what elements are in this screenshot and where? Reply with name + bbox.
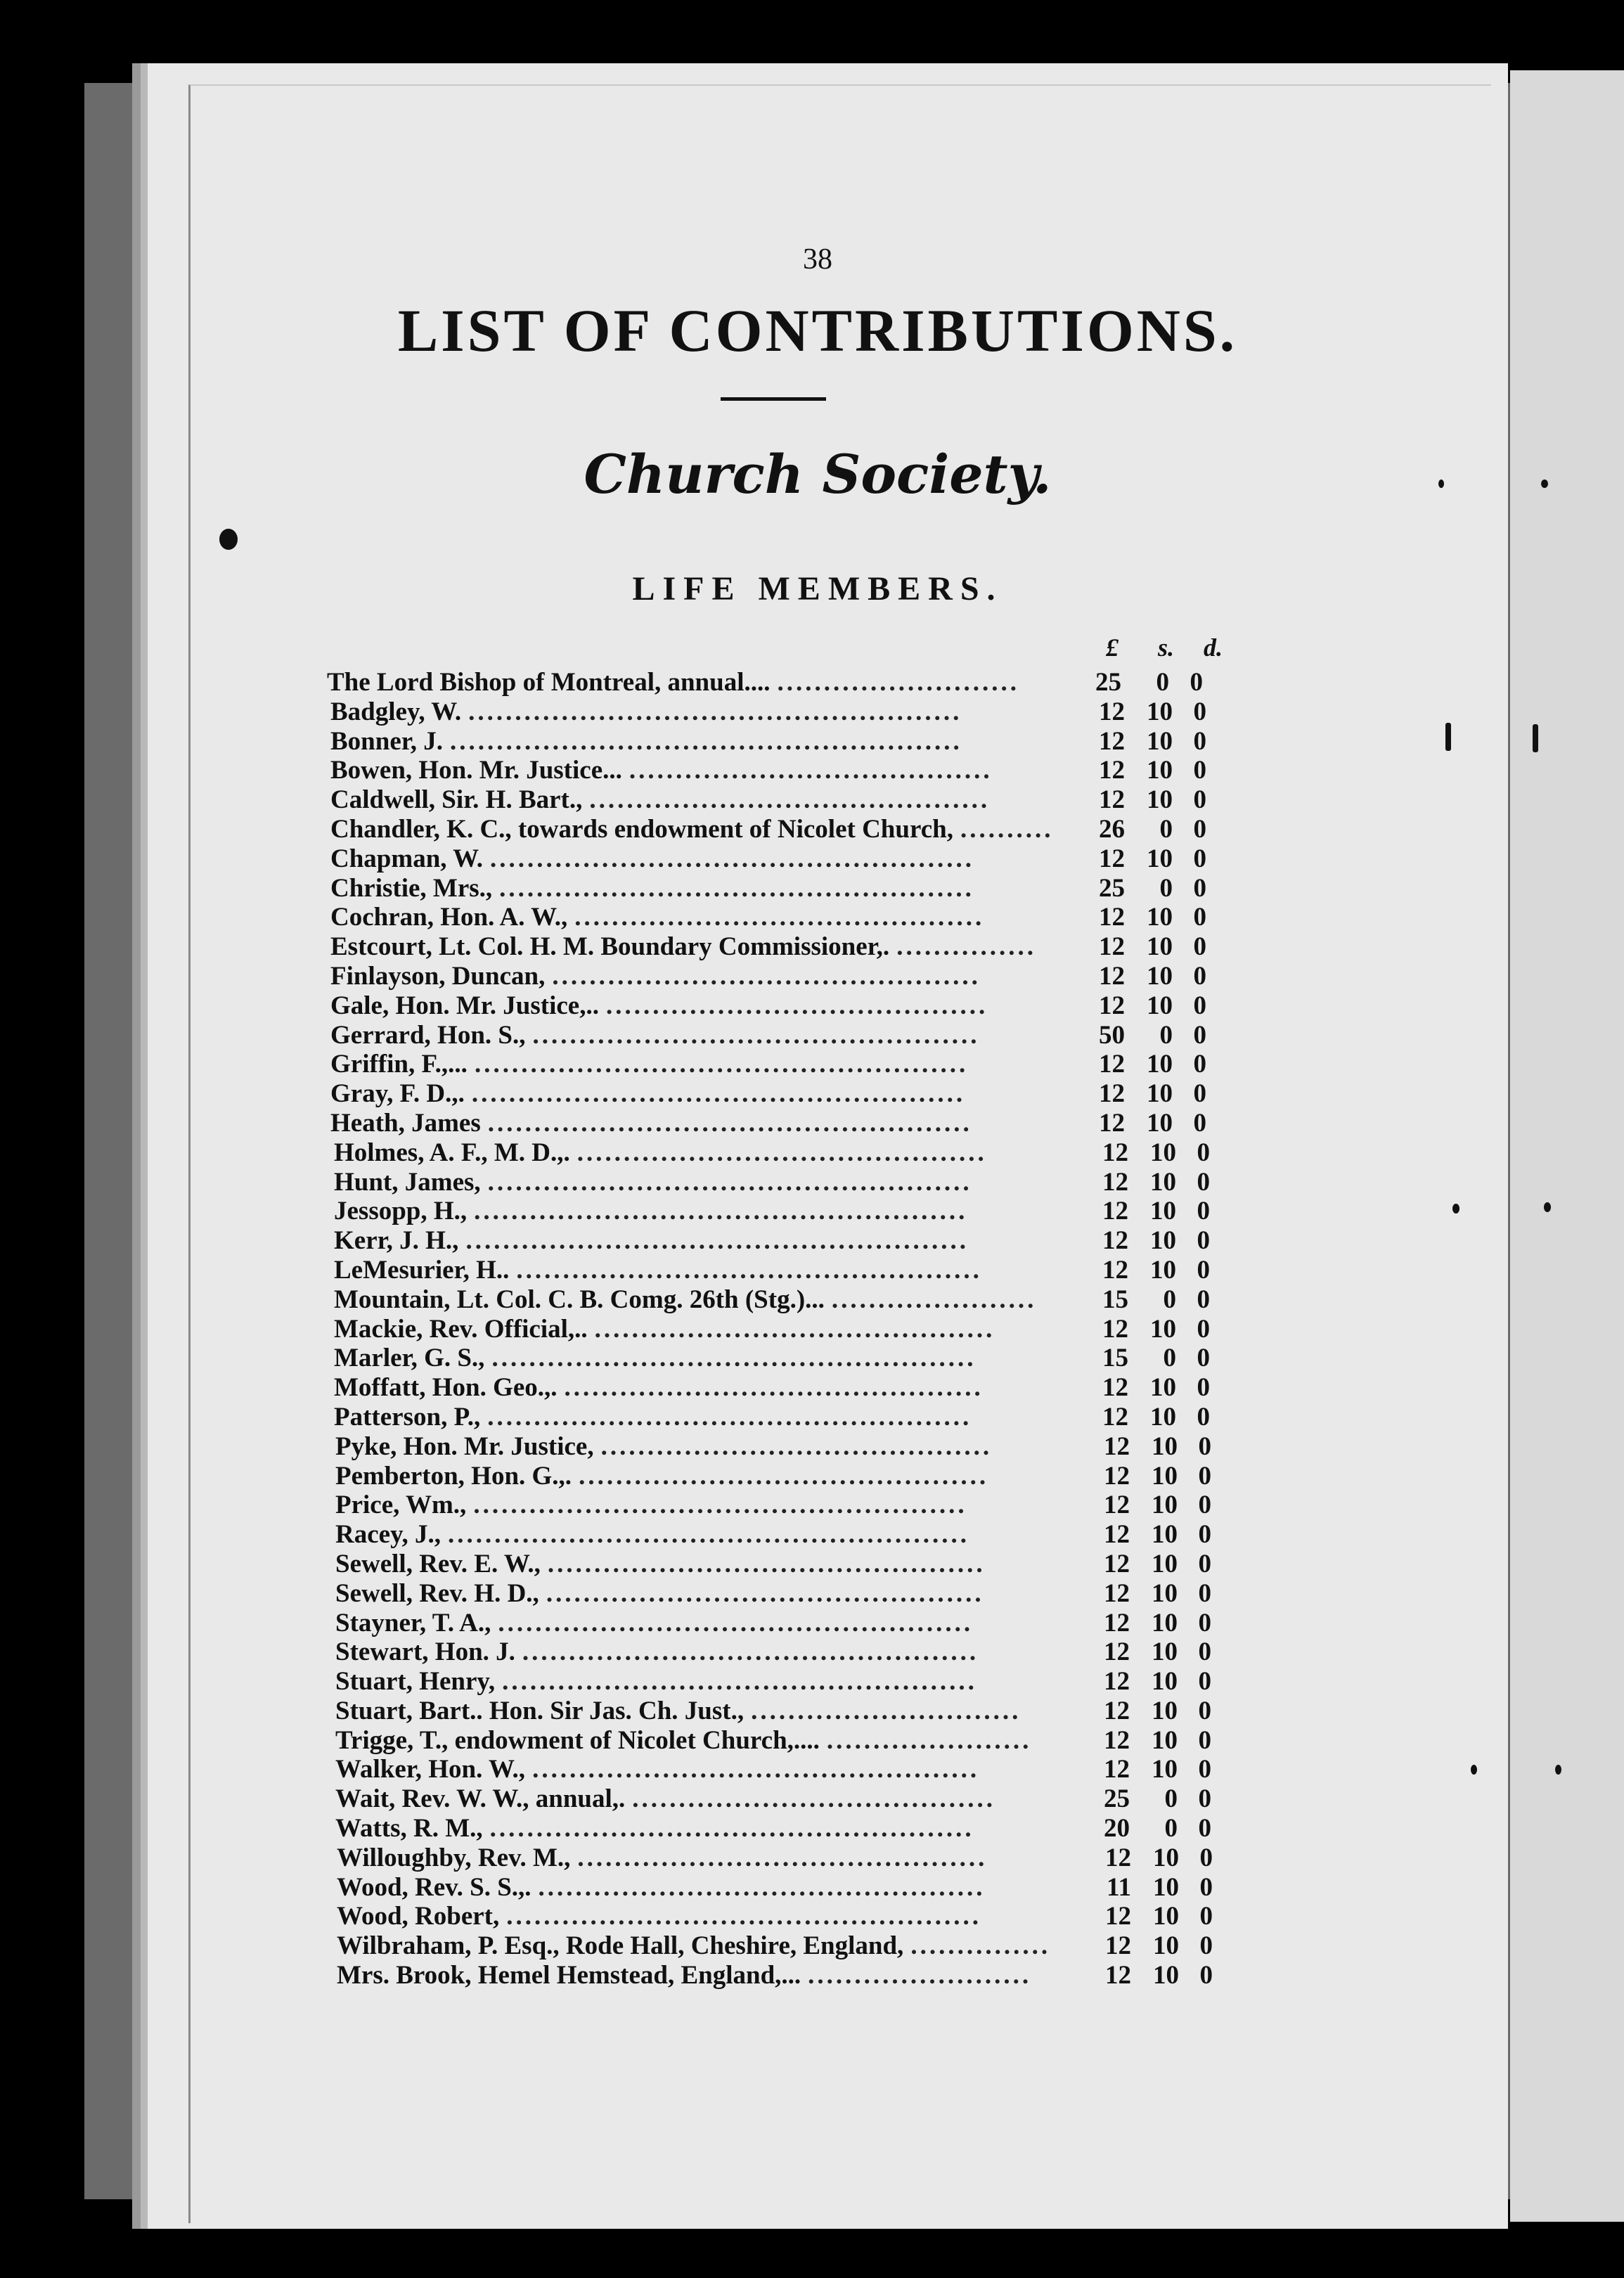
amount-pence: 0 [1198,1755,1211,1784]
member-row [334,1197,1248,1226]
amount-shillings: 10 [1147,697,1173,726]
amount-pounds: 12 [1104,1637,1130,1667]
member-row [334,1315,1248,1344]
amount-pence: 0 [1198,1637,1211,1667]
member-row [335,1697,1249,1726]
amount-shillings: 10 [1153,1843,1179,1872]
amount-pounds: 12 [1099,903,1125,932]
member-row [334,1138,1248,1168]
member-row [337,1902,1251,1931]
member-name: Pyke, Hon. Mr. Justice, [335,1432,601,1462]
member-row [335,1784,1249,1814]
amount-pounds: 12 [1099,1050,1125,1079]
amount-shillings: 10 [1153,1902,1179,1931]
member-name: The Lord Bishop of Montreal, annual.... [327,668,777,697]
amount-shillings: 10 [1147,844,1173,873]
amount-pence: 0 [1193,844,1206,873]
member-name: Gale, Hon. Mr. Justice,.. [330,991,606,1021]
amount-pence: 0 [1199,1902,1213,1931]
amount-shillings: 10 [1147,903,1173,932]
member-name: Hunt, James, [334,1168,488,1197]
amount-pounds: 12 [1105,1931,1131,1961]
column-header-pence: d. [1204,633,1223,662]
amount-pounds: 12 [1104,1578,1130,1608]
amount-pounds: 12 [1099,726,1125,756]
column-header-shillings: s. [1158,633,1175,662]
amount-pence: 0 [1198,1491,1211,1520]
member-name: Marler, G. S., [334,1344,491,1373]
amount-shillings: 10 [1152,1520,1178,1550]
amount-pence: 0 [1193,697,1206,726]
amount-shillings: 10 [1150,1314,1176,1344]
amount-pounds: 50 [1099,1020,1125,1050]
amount-shillings: 0 [1159,1020,1173,1050]
dot-leader: .................................................... [489,1814,974,1843]
dot-leader: ............... [910,1931,1051,1961]
amount-pounds: 12 [1104,1667,1130,1697]
amount-shillings: 10 [1147,1079,1173,1109]
amount-pence: 0 [1198,1667,1211,1697]
amount-pounds: 12 [1099,756,1125,785]
member-row [330,1050,1244,1079]
member-name: Wood, Robert, [337,1902,506,1931]
member-row [330,1109,1244,1138]
amount-pence: 0 [1193,1050,1206,1079]
amount-pence: 0 [1193,726,1206,756]
amount-pence: 0 [1197,1314,1210,1344]
dot-leader: ............................................... [547,1549,986,1578]
member-row [334,1256,1248,1285]
page-title: LIST OF CONTRIBUTIONS. [397,297,1238,364]
amount-pounds: 12 [1102,1314,1128,1344]
amount-shillings: 10 [1147,1050,1173,1079]
member-row [334,1168,1248,1197]
amount-shillings: 10 [1152,1725,1178,1755]
amount-shillings: 10 [1153,1961,1179,1990]
amount-pence: 0 [1197,1285,1210,1314]
dot-leader: ....................................... [629,756,993,785]
amount-pence: 0 [1197,1138,1210,1167]
member-row [335,1520,1249,1550]
member-name: Price, Wm., [335,1491,473,1520]
dot-leader: ............................................ [577,1843,988,1872]
scan-speck [1533,724,1538,752]
amount-pounds: 12 [1104,1491,1130,1520]
amount-pence: 0 [1198,1784,1211,1814]
member-name: Wait, Rev. W. W., annual,. [335,1784,632,1814]
amount-shillings: 10 [1150,1197,1176,1226]
dot-leader: ........................................................ [448,1520,970,1550]
member-row [330,962,1244,991]
dot-leader: .......................... [777,668,1019,697]
member-name: Bowen, Hon. Mr. Justice... [330,756,629,785]
member-name: Pemberton, Hon. G.,. [335,1462,579,1491]
member-name: Mountain, Lt. Col. C. B. Comg. 26th (Stg.)... [334,1285,832,1315]
member-row [335,1432,1249,1462]
amount-shillings: 0 [1163,1285,1176,1314]
member-name: Patterson, P., [334,1403,487,1432]
amount-pence: 0 [1198,1549,1211,1578]
amount-pounds: 12 [1102,1373,1128,1403]
dot-leader: .............................................. [552,961,981,991]
member-name: LeMesurier, H.. [334,1256,516,1285]
scan-speck [1438,480,1444,488]
scan-speck [219,529,238,550]
member-name: Chandler, K. C., towards endowment of Nicolet Church, [330,815,960,844]
amount-pence: 0 [1198,1696,1211,1725]
dot-leader: ....................................... [632,1784,996,1814]
member-row [337,1843,1251,1873]
amount-shillings: 10 [1147,726,1173,756]
member-name: Christie, Mrs., [330,874,499,903]
member-row [335,1726,1249,1756]
member-name: Stayner, T. A., [335,1609,498,1638]
dot-leader: ..................................................... [468,697,962,726]
amount-pounds: 12 [1102,1226,1128,1256]
member-name: Sewell, Rev. E. W., [335,1550,548,1579]
dot-leader: ............................................ [579,1461,989,1491]
amount-pounds: 12 [1105,1843,1131,1872]
amount-pence: 0 [1193,961,1206,991]
amount-shillings: 10 [1152,1491,1178,1520]
amount-pence: 0 [1198,1814,1211,1843]
scan-speck [1544,1202,1551,1212]
dot-leader: ................................................... [499,873,974,903]
amount-pence: 0 [1197,1373,1210,1403]
amount-pence: 0 [1193,814,1206,844]
member-name: Heath, James [330,1109,488,1138]
amount-pounds: 25 [1104,1784,1130,1814]
amount-pounds: 12 [1099,1108,1125,1138]
amount-pence: 0 [1193,1079,1206,1109]
member-name: Chapman, W. [330,844,490,874]
member-row [337,1961,1251,1990]
dot-leader: ............................................. [564,1373,984,1403]
member-row [334,1403,1248,1432]
society-heading: Church Society. [584,443,1052,506]
amount-pence: 0 [1193,1020,1206,1050]
member-row [330,874,1244,903]
amount-shillings: 10 [1150,1167,1176,1197]
amount-shillings: 10 [1153,1931,1179,1961]
dot-leader: ..................................................... [474,1050,969,1079]
amount-shillings: 10 [1150,1255,1176,1285]
member-row [337,1873,1251,1903]
amount-pounds: 12 [1099,785,1125,815]
dot-leader: ................................................... [506,1902,981,1931]
amount-pounds: 12 [1102,1167,1128,1197]
dot-leader: ................................................ [532,1020,980,1050]
dot-leader: ................................................ [538,1872,986,1902]
dot-leader: .................................................... [487,1402,972,1431]
member-name: Badgley, W. [330,697,468,727]
amount-pounds: 12 [1099,961,1125,991]
member-row [327,668,1241,697]
amount-pence: 0 [1197,1197,1210,1226]
member-name: Stuart, Bart.. Hon. Sir Jas. Ch. Just., [335,1697,751,1726]
amount-pounds: 26 [1099,814,1125,844]
amount-pounds: 12 [1104,1520,1130,1550]
amount-pounds: 25 [1095,668,1121,697]
amount-pounds: 12 [1105,1961,1131,1990]
amount-shillings: 10 [1150,1138,1176,1167]
amount-shillings: 10 [1152,1578,1178,1608]
amount-pence: 0 [1199,1961,1213,1990]
member-name: Gerrard, Hon. S., [330,1021,532,1050]
dot-leader: .................................................... [487,1167,972,1197]
dot-leader: ............................................... [546,1578,984,1608]
amount-pence: 0 [1193,932,1206,962]
section-heading: LIFE MEMBERS. [632,570,1003,607]
scan-speck [1555,1765,1561,1775]
amount-pounds: 12 [1104,1461,1130,1491]
amount-pounds: 20 [1104,1814,1130,1843]
amount-shillings: 10 [1150,1373,1176,1403]
amount-pence: 0 [1198,1578,1211,1608]
amount-shillings: 10 [1147,932,1173,962]
member-name: Moffatt, Hon. Geo.,. [334,1373,565,1403]
amount-pence: 0 [1199,1872,1213,1902]
title-rule [721,397,826,401]
member-name: Willoughby, Rev. M., [337,1843,577,1873]
member-name: Gray, F. D.,. [330,1079,472,1109]
amount-pence: 0 [1197,1167,1210,1197]
amount-pence: 0 [1197,1255,1210,1285]
amount-pounds: 12 [1099,844,1125,873]
dot-leader: ................................................. [522,1637,979,1667]
amount-shillings: 0 [1159,873,1173,903]
dot-leader: .................................................... [487,1108,972,1138]
amount-pounds: 12 [1099,697,1125,726]
amount-shillings: 10 [1152,1431,1178,1461]
amount-pounds: 12 [1105,1902,1131,1931]
dot-leader: ................................................... [502,1667,977,1697]
dot-leader: ........................................... [594,1314,995,1344]
member-row [335,1550,1249,1579]
member-name: Cochran, Hon. A. W., [330,903,574,932]
dot-leader: ........................ [808,1961,1032,1990]
amount-shillings: 0 [1163,1344,1176,1373]
member-row [330,844,1244,874]
member-name: Walker, Hon. W., [335,1755,532,1784]
member-name: Stewart, Hon. J. [335,1637,522,1667]
amount-shillings: 10 [1152,1755,1178,1784]
member-row [335,1462,1249,1491]
member-row [330,815,1244,844]
member-name: Stuart, Henry, [335,1667,502,1697]
amount-pence: 0 [1198,1431,1211,1461]
member-row [334,1373,1248,1403]
member-row [330,932,1244,962]
amount-pence: 0 [1198,1461,1211,1491]
member-row [334,1226,1248,1256]
amount-shillings: 10 [1147,1108,1173,1138]
member-row [330,727,1244,757]
member-row [335,1814,1249,1843]
amount-pence: 0 [1193,873,1206,903]
amount-shillings: 10 [1152,1696,1178,1725]
member-name: Watts, R. M., [335,1814,490,1843]
member-name: Racey, J., [335,1520,448,1550]
amount-pounds: 12 [1102,1255,1128,1285]
amount-shillings: 10 [1147,785,1173,815]
dot-leader: ............................................ [574,903,985,932]
member-row [335,1755,1249,1784]
dot-leader: ..................................................... [473,1491,967,1520]
amount-pence: 0 [1190,668,1203,697]
member-row [334,1344,1248,1373]
amount-pounds: 12 [1104,1431,1130,1461]
amount-pence: 0 [1199,1931,1213,1961]
amount-shillings: 10 [1150,1226,1176,1256]
amount-pounds: 12 [1099,932,1125,962]
member-row [337,1931,1251,1961]
amount-pounds: 15 [1102,1285,1128,1314]
dot-leader: ...................... [826,1725,1032,1755]
dot-leader: .................................................... [489,844,974,873]
amount-pounds: 12 [1104,1549,1130,1578]
amount-shillings: 10 [1152,1637,1178,1667]
dot-leader: ............................................ [576,1138,987,1167]
amount-pounds: 15 [1102,1344,1128,1373]
amount-pounds: 12 [1102,1138,1128,1167]
member-row [330,903,1244,932]
member-name: Caldwell, Sir. H. Bart., [330,785,589,815]
amount-pounds: 12 [1104,1725,1130,1755]
amount-shillings: 10 [1147,961,1173,991]
member-row [330,991,1244,1021]
amount-pounds: 12 [1104,1696,1130,1725]
amount-pence: 0 [1193,785,1206,815]
member-name: Kerr, J. H., [334,1226,465,1256]
amount-pence: 0 [1198,1520,1211,1550]
amount-shillings: 10 [1153,1872,1179,1902]
amount-shillings: 0 [1156,668,1169,697]
amount-shillings: 10 [1147,991,1173,1020]
amount-pence: 0 [1197,1226,1210,1256]
amount-pounds: 11 [1107,1872,1131,1902]
amount-pounds: 12 [1102,1197,1128,1226]
member-name: Sewell, Rev. H. D., [335,1579,546,1609]
member-name: Wilbraham, P. Esq., Rode Hall, Cheshire, England, [337,1931,910,1961]
amount-shillings: 0 [1164,1814,1178,1843]
member-name: Griffin, F.,... [330,1050,475,1079]
amount-shillings: 0 [1164,1784,1178,1814]
members-list [327,668,1244,1990]
amount-shillings: 10 [1147,756,1173,785]
member-row [335,1609,1249,1638]
dot-leader: .......... [960,814,1054,844]
member-name: Estcourt, Lt. Col. H. M. Boundary Commissioner,. [330,932,896,962]
amount-shillings: 10 [1152,1461,1178,1491]
member-row [330,756,1244,785]
dot-leader: ....................................................... [450,726,962,756]
dot-leader: ...................................................... [465,1226,969,1256]
amount-pence: 0 [1193,991,1206,1020]
member-name: Bonner, J. [330,727,450,757]
member-row [335,1637,1249,1667]
member-row [330,697,1244,727]
amount-pence: 0 [1193,903,1206,932]
member-name: Trigge, T., endowment of Nicolet Church,.... [335,1726,827,1756]
amount-pounds: 12 [1099,991,1125,1020]
amount-pounds: 12 [1099,1079,1125,1109]
amount-pence: 0 [1198,1608,1211,1637]
amount-pence: 0 [1197,1402,1210,1431]
member-name: Holmes, A. F., M. D.,. [334,1138,577,1168]
dot-leader: .................................................. [516,1255,982,1285]
dot-leader: .................................................... [491,1344,977,1373]
member-name: Finlayson, Duncan, [330,962,552,991]
dot-leader: ........................................... [589,785,991,815]
member-name: Wood, Rev. S. S.,. [337,1873,539,1903]
amount-shillings: 10 [1150,1402,1176,1431]
amount-shillings: 0 [1159,814,1173,844]
amount-pounds: 12 [1104,1755,1130,1784]
amount-pence: 0 [1199,1843,1213,1872]
member-row [334,1285,1248,1315]
dot-leader: ............... [896,932,1036,962]
scan-speck [1541,480,1548,488]
member-row [330,1021,1244,1050]
dot-leader: ......................................... [605,991,988,1020]
amount-pence: 0 [1193,1108,1206,1138]
dot-leader: ..................................................... [471,1079,966,1109]
dot-leader: ................................................... [498,1608,974,1637]
adjacent-page-edge [1510,70,1624,2222]
amount-pence: 0 [1197,1344,1210,1373]
page-number: 38 [803,243,832,276]
amount-pence: 0 [1193,756,1206,785]
amount-pounds: 12 [1104,1608,1130,1637]
dot-leader: ...................... [831,1285,1037,1314]
member-name: Mrs. Brook, Hemel Hemstead, England,... [337,1961,808,1990]
dot-leader: ..................................................... [474,1197,968,1226]
member-row [330,785,1244,815]
member-row [335,1491,1249,1520]
column-header-pounds: £ [1106,633,1119,662]
member-row [335,1579,1249,1609]
dot-leader: ................................................ [532,1755,980,1784]
member-row [330,1079,1244,1109]
member-name: Jessopp, H., [334,1197,474,1226]
dot-leader: ............................. [751,1696,1022,1725]
amount-pounds: 12 [1102,1402,1128,1431]
scan-speck [1445,723,1451,751]
amount-shillings: 10 [1152,1608,1178,1637]
amount-pence: 0 [1198,1725,1211,1755]
member-name: Mackie, Rev. Official,.. [334,1315,595,1344]
amount-shillings: 10 [1152,1667,1178,1697]
member-row [335,1667,1249,1697]
amount-pounds: 25 [1099,873,1125,903]
amount-shillings: 10 [1152,1549,1178,1578]
scan-speck [1471,1765,1477,1775]
scan-speck [1452,1204,1459,1214]
dot-leader: .......................................... [600,1431,993,1461]
